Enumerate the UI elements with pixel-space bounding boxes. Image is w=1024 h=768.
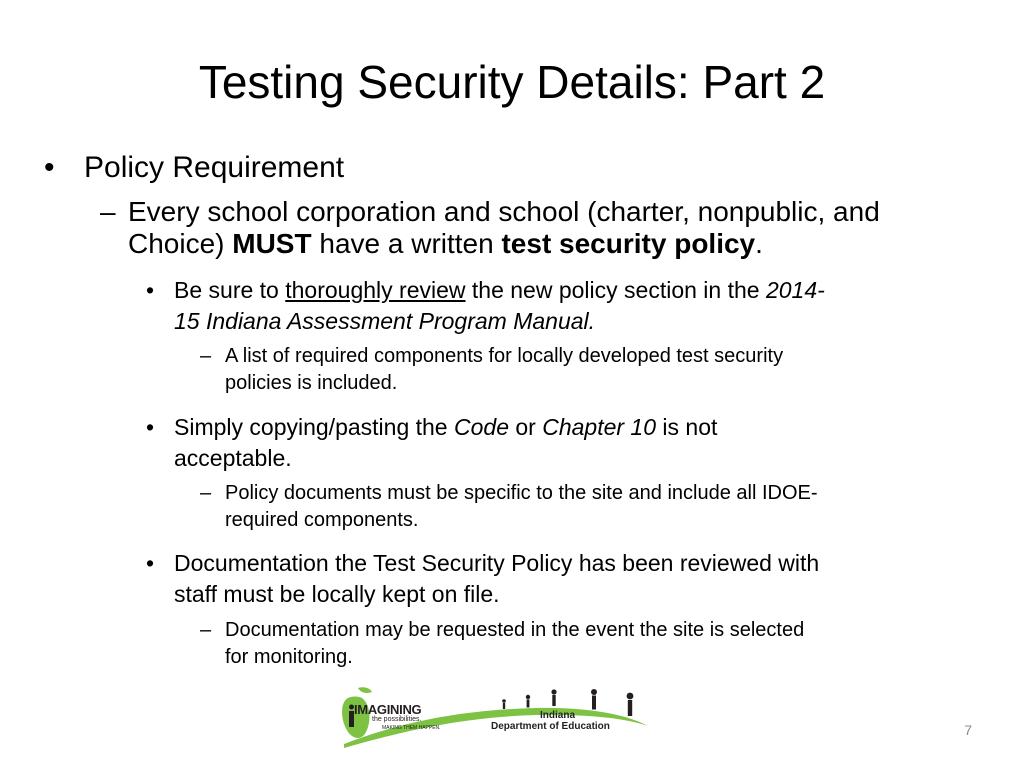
policy-statement-end: . (755, 228, 763, 259)
manual-title-part1: 2014- (765, 277, 825, 303)
dash-marker: – (200, 345, 212, 367)
documentation-line2: staff must be locally kept on file. (174, 581, 500, 607)
bullet-marker: • (146, 550, 155, 576)
logo-tagline: the possibilities. (372, 716, 422, 723)
copying-prefix: Simply copying/pasting the (174, 414, 454, 440)
bullet-marker: • (146, 414, 155, 440)
chapter-term: Chapter 10 (542, 414, 657, 440)
manual-title-part2: 15 Indiana Assessment Program Manual. (174, 308, 596, 334)
copying-line1 (174, 412, 717, 443)
logo-slogan: MAKING THEM HAPPEN. (382, 725, 441, 731)
leaf-icon (358, 687, 372, 693)
documentation-sub-line1: Documentation may be requested in the event the site is selected (225, 619, 805, 641)
test-security-policy-term: test security policy (501, 228, 756, 259)
code-term: Code (454, 414, 509, 440)
dash-marker: – (200, 619, 212, 641)
documentation-sub-line2: for monitoring. (225, 646, 353, 668)
review-sub-line2: policies is included. (225, 372, 398, 394)
copying-sub-line1: Policy documents must be specific to the site and include all IDOE- (225, 482, 818, 504)
review-mid: the new policy section in the (465, 277, 766, 303)
logo-org-line2: Department of Education (491, 721, 610, 732)
dash-marker: – (100, 196, 116, 227)
policy-statement-line1: Every school corporation and school (charter, nonpublic, and (128, 196, 880, 227)
bullet-marker: • (44, 151, 55, 184)
policy-statement-line2 (128, 228, 763, 260)
copying-line2: acceptable. (174, 445, 292, 471)
bullet-marker: • (146, 277, 155, 303)
dash-marker: – (200, 482, 212, 504)
copying-suffix: is not (656, 414, 718, 440)
documentation-line1: Documentation the Test Security Policy has been reviewed with (174, 550, 820, 576)
logo-word: IMAGINING (354, 702, 422, 717)
must-emphasis: MUST (232, 228, 312, 259)
thoroughly-review-emphasis: thoroughly review (285, 277, 466, 303)
review-prefix: Be sure to (174, 277, 286, 303)
review-line1 (174, 275, 825, 306)
bullet-policy-requirement: Policy Requirement (84, 151, 345, 184)
logo-org-line1: Indiana (540, 710, 576, 721)
review-sub-line1: A list of required components for locally developed test security (225, 345, 784, 367)
slide-title: Testing Security Details: Part 2 (198, 56, 826, 108)
policy-statement-mid: have a written (311, 228, 502, 259)
copying-or: or (508, 414, 543, 440)
page-number: 7 (964, 722, 972, 738)
policy-statement-prefix: Choice) (128, 228, 233, 259)
copying-sub-line2: required components. (225, 509, 419, 531)
